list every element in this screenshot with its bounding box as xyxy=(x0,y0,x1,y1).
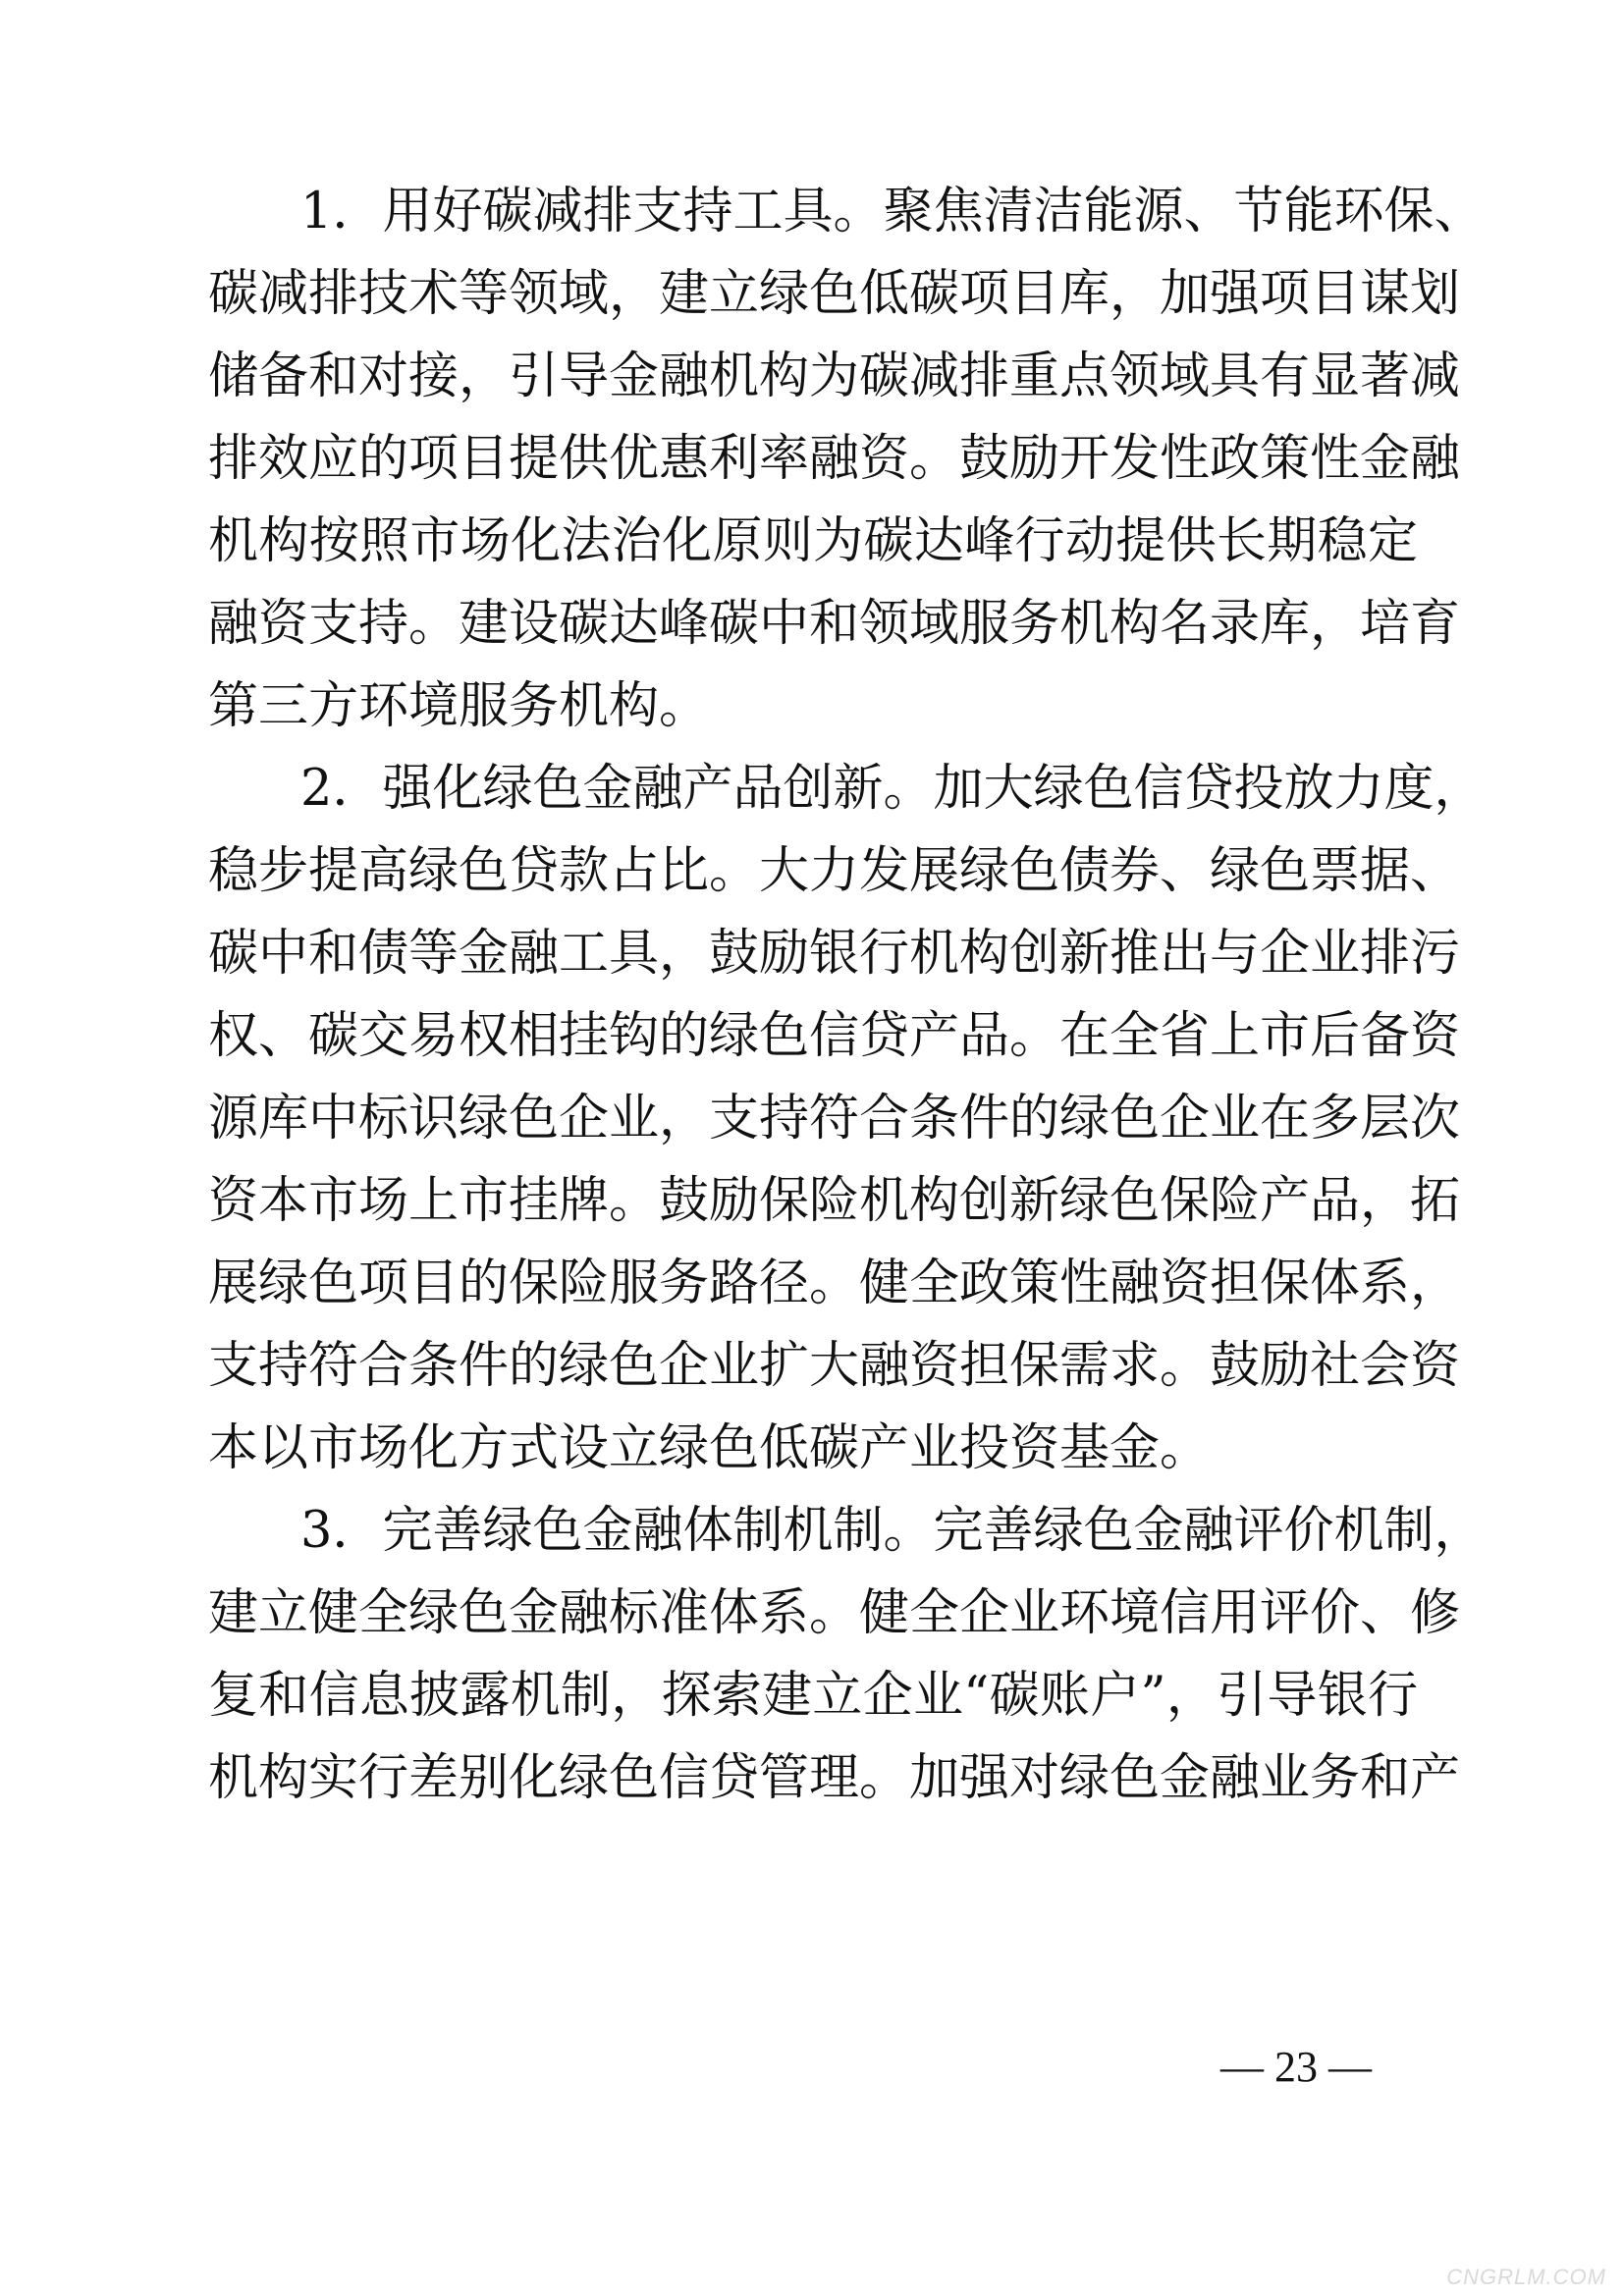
text-line: 复和信息披露机制，探索建立企业“碳账户”，引导银行 xyxy=(208,1667,1418,1725)
text-line: 第三方环境服务机构。 xyxy=(208,677,710,735)
text-line: 排效应的项目提供优惠利率融资。鼓励开发性政策性金融 xyxy=(208,430,1461,488)
watermark: CNGRLM.COM xyxy=(1446,2265,1606,2289)
text-line: 源库中标识绿色企业，支持符合条件的绿色企业在多层次 xyxy=(208,1090,1461,1148)
text-line: 机构实行差别化绿色信贷管理。加强对绿色金融业务和产 xyxy=(208,1749,1461,1807)
text-line: 展绿色项目的保险服务路径。健全政策性融资担保体系， xyxy=(208,1255,1461,1312)
text-line: 碳中和债等金融工具，鼓励银行机构创新推出与企业排污 xyxy=(208,925,1461,983)
text-line: 权、碳交易权相挂钩的绿色信贷产品。在全省上市后备资 xyxy=(208,1007,1461,1065)
page-number: — 23 — xyxy=(1220,2043,1372,2091)
text-line: 融资支持。建设碳达峰碳中和领域服务机构名录库，培育 xyxy=(208,595,1461,653)
text-line: 碳减排技术等领域，建立绿色低碳项目库，加强项目谋划 xyxy=(208,265,1461,323)
text-line: 支持符合条件的绿色企业扩大融资担保需求。鼓励社会资 xyxy=(208,1337,1461,1395)
text-line: 机构按照市场化法治化原则为碳达峰行动提供长期稳定 xyxy=(208,512,1418,570)
text-line: 2．强化绿色金融产品创新。加大绿色信贷投放力度， xyxy=(300,760,1485,818)
text-line: 3．完善绿色金融体制机制。完善绿色金融评价机制， xyxy=(300,1502,1485,1560)
text-line: 储备和对接，引导金融机构为碳减排重点领域具有显著减 xyxy=(208,347,1461,405)
text-line: 建立健全绿色金融标准体系。健全企业环境信用评价、修 xyxy=(208,1584,1461,1642)
text-line: 本以市场化方式设立绿色低碳产业投资基金。 xyxy=(208,1419,1211,1477)
text-line: 资本市场上市挂牌。鼓励保险机构创新绿色保险产品，拓 xyxy=(208,1172,1461,1230)
text-line: 1．用好碳减排支持工具。聚焦清洁能源、节能环保、 xyxy=(300,183,1485,240)
text-line: 稳步提高绿色贷款占比。大力发展绿色债券、绿色票据、 xyxy=(208,842,1461,900)
